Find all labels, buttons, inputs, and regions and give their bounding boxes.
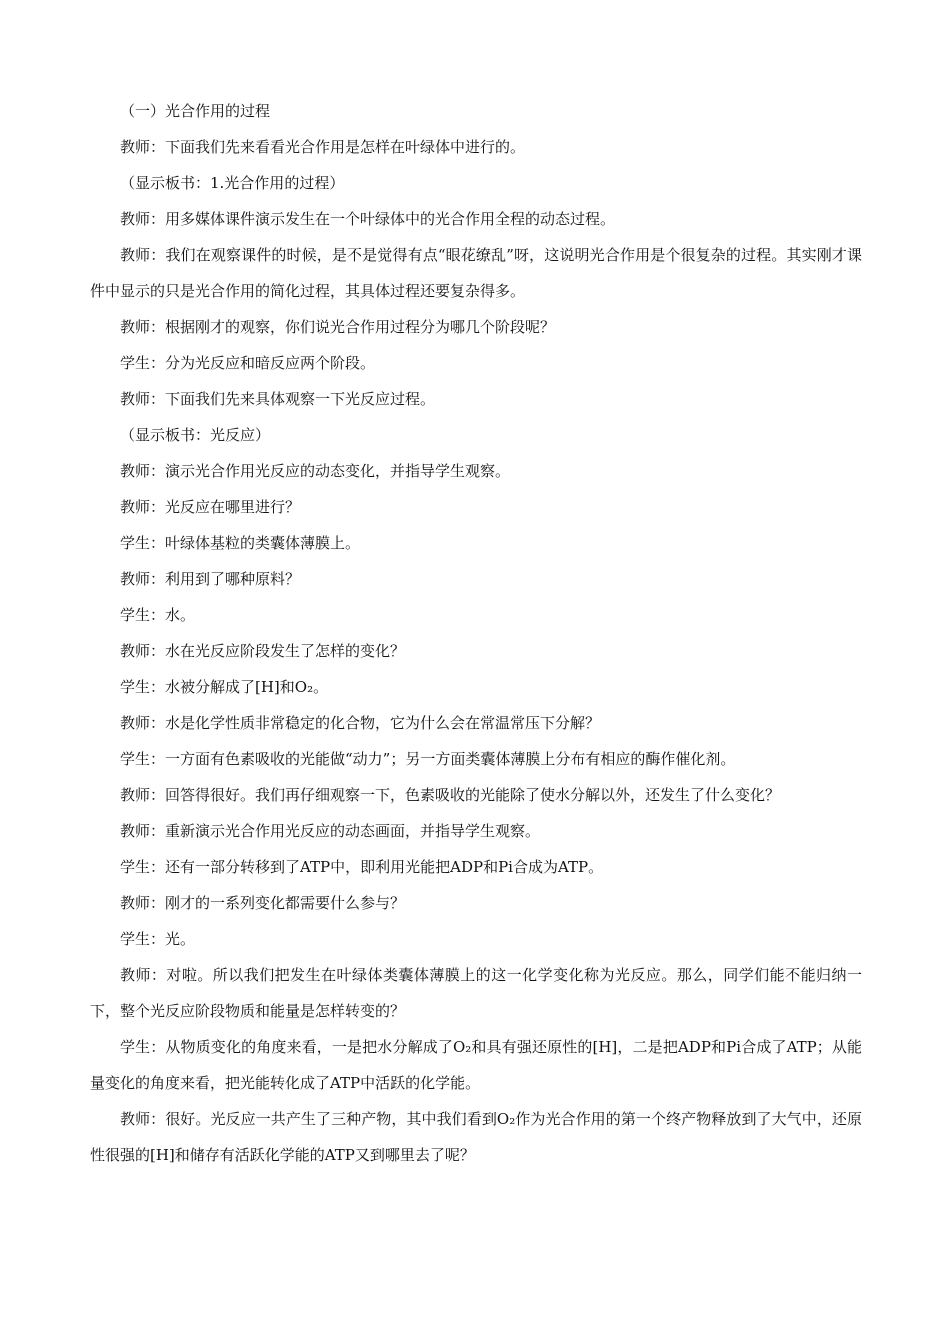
paragraph: 学生：从物质变化的角度来看，一是把水分解成了O₂和具有强还原性的[H]，二是把ADP和Pi合成了ATP；从能量变化的角度来看，把光能转化成了ATP中活跃的化学能。 <box>90 1038 862 1092</box>
document-body <box>90 101 862 1181</box>
paragraph: 教师：回答得很好。我们再仔细观察一下，色素吸收的光能除了使水分解以外，还发生了什么变化？ <box>120 786 781 804</box>
paragraph: 学生：叶绿体基粒的类囊体薄膜上。 <box>120 534 361 552</box>
paragraph: 教师：下面我们先来具体观察一下光反应过程。 <box>120 390 436 408</box>
paragraph: 教师：利用到了哪种原料？ <box>120 570 301 588</box>
paragraph: 学生：水。 <box>120 606 196 624</box>
paragraph: 教师：光反应在哪里进行？ <box>120 498 301 516</box>
paragraph: 学生：水被分解成了[H]和O₂。 <box>120 678 329 696</box>
paragraph: （显示板书：光反应） <box>120 426 271 444</box>
paragraph: 学生：光。 <box>120 930 196 948</box>
paragraph: 教师：很好。光反应一共产生了三种产物，其中我们看到O₂作为光合作用的第一个终产物释放到了大气中，还原性很强的[H]和储存有活跃化学能的ATP又到哪里去了呢？ <box>90 1110 862 1164</box>
paragraph: 教师：刚才的一系列变化都需要什么参与？ <box>120 894 406 912</box>
section-heading: （一）光合作用的过程 <box>120 102 271 120</box>
paragraph: 学生：分为光反应和暗反应两个阶段。 <box>120 354 376 372</box>
paragraph: 教师：演示光合作用光反应的动态变化，并指导学生观察。 <box>120 462 511 480</box>
paragraph: 教师：根据刚才的观察，你们说光合作用过程分为哪几个阶段呢？ <box>120 318 556 336</box>
paragraph: 教师：我们在观察课件的时候，是不是觉得有点“眼花缭乱”呀，这说明光合作用是个很复杂的过程。其实刚才课件中显示的只是光合作用的简化过程，其具体过程还要复杂得多。 <box>90 246 862 300</box>
paragraph: 教师：水是化学性质非常稳定的化合物，它为什么会在常温常压下分解？ <box>120 714 601 732</box>
paragraph: 教师：下面我们先来看看光合作用是怎样在叶绿体中进行的。 <box>120 138 526 156</box>
paragraph: 学生：一方面有色素吸收的光能做“动力”；另一方面类囊体薄膜上分布有相应的酶作催化剂。 <box>120 750 736 768</box>
paragraph: 教师：水在光反应阶段发生了怎样的变化？ <box>120 642 406 660</box>
paragraph: 教师：用多媒体课件演示发生在一个叶绿体中的光合作用全程的动态过程。 <box>120 210 616 228</box>
paragraph: 学生：还有一部分转移到了ATP中，即利用光能把ADP和Pi合成为ATP。 <box>120 858 604 876</box>
paragraph: （显示板书：1.光合作用的过程） <box>120 174 345 192</box>
paragraph: 教师：对啦。所以我们把发生在叶绿体类囊体薄膜上的这一化学变化称为光反应。那么，同学们能不能归纳一下，整个光反应阶段物质和能量是怎样转变的？ <box>90 966 862 1020</box>
paragraph: 教师：重新演示光合作用光反应的动态画面，并指导学生观察。 <box>120 822 541 840</box>
